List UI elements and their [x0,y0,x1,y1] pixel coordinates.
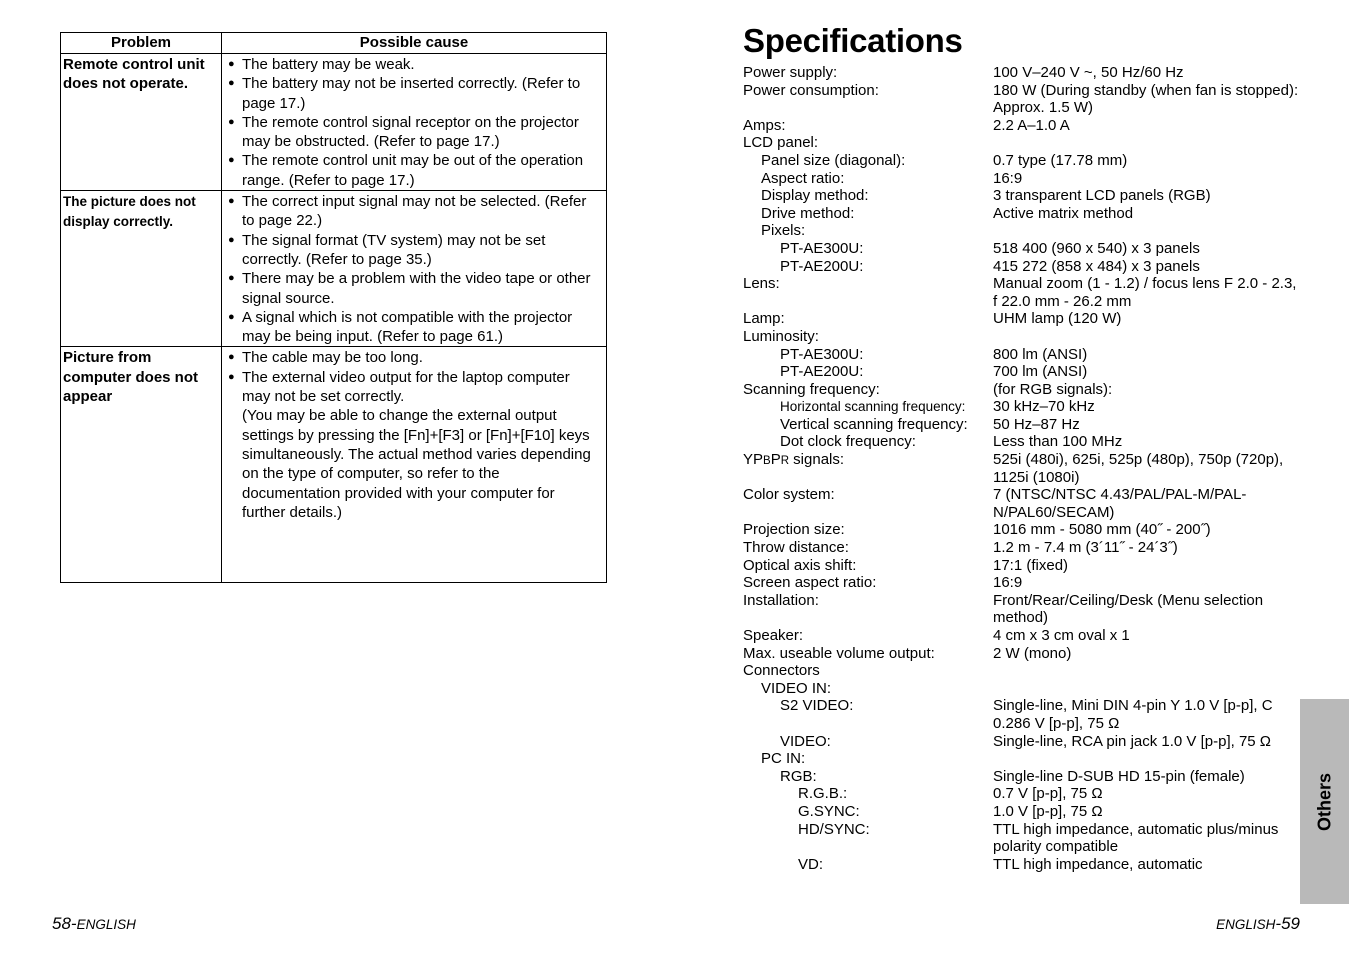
list-item: ● A signal which is not compatible with the projector may be being input. (Refer to page 61.) [228,308,573,346]
spec-row: Connectors [743,662,820,680]
bullet-icon: ● [228,195,235,208]
table-row [61,347,607,583]
troubleshooting-table [60,32,607,583]
right-page [675,0,1351,954]
causes-cell [222,191,607,347]
spec-row: VIDEO IN: [761,679,832,697]
spec-row: PT-AE300U: 518 400 (960 x 540) x 3 panels [780,239,1200,257]
list-item: ● The remote control unit may be out of the operation range. (Refer to page 17.) [228,152,584,189]
spec-row: Max. useable volume output: 2 W (mono) [743,644,1072,662]
header-problem: Problem [61,33,222,54]
list-item: ● The external video output for the laptop computer may not be set correctly. [228,368,570,406]
spec-row: Drive method: Active matrix method [761,204,1134,222]
list-item: ● The remote control signal receptor on the projector may be obstructed. (Refer to page 17.) [228,113,579,151]
page-title: Specifications [743,22,963,59]
spec-row: Optical axis shift: 17:1 (fixed) [743,556,1069,574]
left-page [0,0,675,954]
bullet-icon: ● [228,310,235,323]
cause-list [228,55,602,190]
list-item: ● The battery may not be inserted correctly. (Refer to page 17.) [228,75,581,112]
spec-row: PT-AE200U: 700 lm (ANSI) [780,363,1088,381]
spec-row: Projection size: 1016 mm - 5080 mm (40˝ - 200˝) [743,521,1211,539]
spec-row: Pixels: [761,222,806,240]
spec-row: Installation: Front/Rear/Ceiling/Desk (Menu selection method) [743,591,1264,627]
spec-row: VD: TTL high impedance, automatic [798,855,1203,873]
table-row [61,54,607,191]
table-header-row [61,33,607,54]
list-item: ● The cable may be too long. [228,349,423,367]
spec-row: HD/SYNC: TTL high impedance, automatic plus/minus polarity compatible [798,820,1279,856]
list-item: ● The battery may be weak. [228,56,415,73]
spec-list [743,64,1303,873]
causes-cell [222,54,607,191]
page-number-right: ENGLISH-59 [1216,914,1300,933]
spec-row: G.SYNC: 1.0 V [p-p], 75 Ω [798,802,1103,820]
spec-row: Luminosity: [743,327,819,345]
spec-row: Vertical scanning frequency: 50 Hz–87 Hz [780,415,1080,433]
bullet-icon: ● [228,77,235,90]
spec-row: Lens: Manual zoom (1 - 1.2) / focus lens F 2.0 - 2.3, f 22.0 mm - 26.2 mm [743,275,1297,310]
spec-row: Panel size (diagonal): 0.7 type (17.78 mm) [761,151,1128,169]
spec-row: Screen aspect ratio: 16:9 [743,574,1023,592]
spec-row: Dot clock frequency: Less than 100 MHz [780,433,1123,451]
cause-list [228,192,602,346]
spec-row: Power supply: 100 V–240 V ~, 50 Hz/60 Hz [743,64,1184,81]
spec-row: Speaker: 4 cm x 3 cm oval x 1 [743,627,1130,644]
spec-row: Aspect ratio: 16:9 [761,169,1023,187]
page-number-left: 58-ENGLISH [52,914,136,933]
spec-row: PT-AE300U: 800 lm (ANSI) [780,345,1088,363]
spec-row: RGB: Single-line D-SUB HD 15-pin (female) [780,767,1245,785]
problem-cell: The picture does not display correctly. [61,191,222,347]
bullet-icon: ● [228,370,235,383]
bullet-icon: ● [228,233,235,246]
problem-cell: Remote control unit does not operate. [61,54,222,191]
cause-list [228,348,602,522]
section-tab-others: Others [1300,699,1349,904]
spec-row: R.G.B.: 0.7 V [p-p], 75 Ω [798,785,1103,803]
spec-row: S2 VIDEO: Single-line, Mini DIN 4-pin Y 1.0 V [p-p], C 0.286 V [p-p], 75 Ω [780,697,1273,732]
spec-row: Display method: 3 transparent LCD panels (RGB) [761,187,1211,205]
bullet-icon: ● [228,115,235,128]
bullet-icon: ● [228,58,235,70]
list-item: ● The signal format (TV system) may not be set correctly. (Refer to page 35.) [228,231,546,268]
bullet-icon: ● [228,272,235,285]
table-row [61,191,607,347]
spec-row: YPBPR signals: 525i (480i), 625i, 525p (480p), 750p (720p), 1125i (1080i) [743,451,1284,486]
causes-cell [222,347,607,583]
spec-row: Lamp: UHM lamp (120 W) [743,310,1122,328]
cause-note: (You may be able to change the external output settings by pressing the [Fn]+[F3] or [Fn]+[F10] keys simultaneously. The actual method varies depending on the type of computer, so refer to the documentation provided with your computer for further details.) [242,407,591,521]
spec-row: Throw distance: 1.2 m - 7.4 m (3´11˝ - 24´3˝) [743,539,1178,557]
list-item: ● The correct input signal may not be selected. (Refer to page 22.) [228,193,587,230]
spec-row: LCD panel: [743,134,819,152]
spec-row: VIDEO: Single-line, RCA pin jack 1.0 V [p-p], 75 Ω [780,732,1272,750]
spec-row: PT-AE200U: 415 272 (858 x 484) x 3 panels [780,257,1200,275]
list-item: ● There may be a problem with the video tape or other signal source. [228,270,591,307]
spec-row: Horizontal scanning frequency: 30 kHz–70 kHz [780,398,1095,416]
bullet-icon: ● [228,154,235,167]
bullet-icon: ● [228,351,235,364]
spec-row: Color system: 7 (NTSC/NTSC 4.43/PAL/PAL-M/PAL-N/PAL60/SECAM) [743,486,1247,521]
spec-row: PC IN: [761,750,806,768]
problem-cell: Picture from computer does not appear [61,347,222,583]
spec-row: Amps: 2.2 A–1.0 A [743,116,1070,134]
header-possible-cause: Possible cause [222,33,607,54]
spec-row: Scanning frequency: (for RGB signals): [743,380,1113,398]
spec-row: Power consumption: 180 W (During standby (when fan is stopped): Approx. 1.5 W) [743,81,1299,117]
